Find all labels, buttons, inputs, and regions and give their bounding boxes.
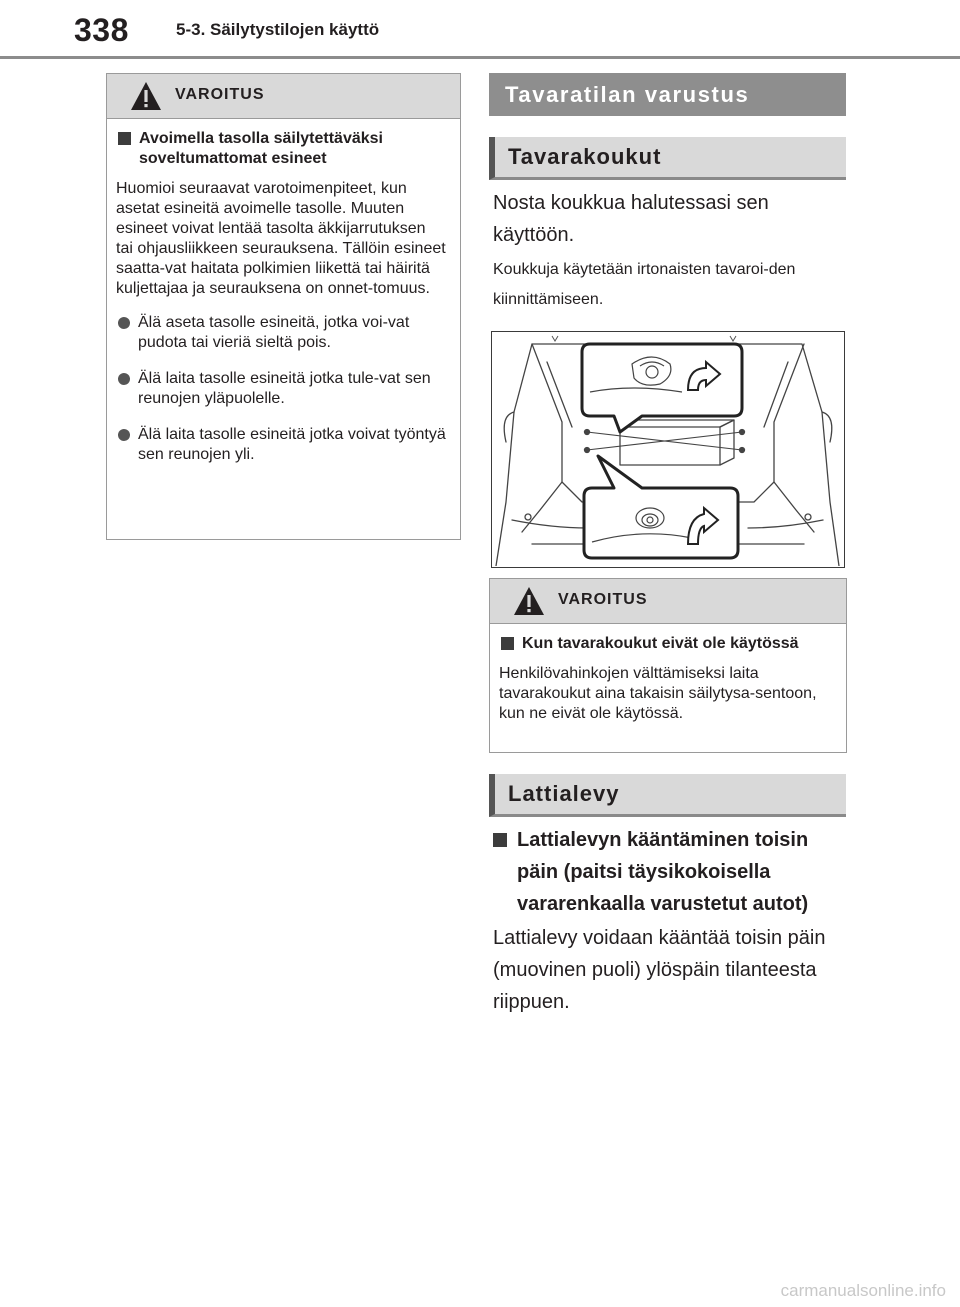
square-bullet-icon (493, 833, 507, 847)
section-title: 5-3. Säilytystilojen käyttö (176, 20, 380, 39)
warning-body (490, 624, 846, 746)
warning-bullet (116, 369, 446, 409)
warning-box-left (106, 73, 461, 540)
intro-text: Nosta koukkua halutessasi sen käyttöön. (493, 192, 769, 246)
round-bullet-icon (118, 317, 130, 329)
square-bullet-icon (118, 132, 131, 145)
warning-body (107, 119, 460, 487)
round-bullet-icon (118, 373, 130, 385)
warning-heading (499, 634, 832, 654)
warning-bullet-text: Älä laita tasolle esineitä jotka tule-vat sen reunojen yläpuolelle. (138, 370, 431, 407)
header-rule (0, 56, 960, 59)
section-banner: Tavaratilan varustus (489, 73, 846, 116)
warning-box-right (489, 578, 847, 753)
watermark: carmanualsonline.info (780, 1281, 946, 1300)
floor-board-text: Lattialevy voidaan kääntää toisin päin (muovinen puoli) ylöspäin tilanteesta riippuen. (493, 927, 826, 1013)
cargo-hook-illustration (491, 331, 845, 568)
floor-board-heading (491, 824, 847, 920)
warning-triangle-icon (129, 80, 163, 112)
warning-heading-text: Avoimella tasolla säilytettäväksi soveltumattomat esineet (139, 130, 383, 167)
page-number: 338 (74, 12, 129, 48)
warning-paragraph: Huomioi seuraavat varotoimenpiteet, kun asetat esineitä avoimelle tasolle. Muuten esineet voivat lentää tasolta äkkijarrutuksen tai ohjausliikkeen seurauksena. Tällöin esineet saatta-vat haitata polkimien liikettä tai häiritä kuljettajaa ja seurauksena on onnet-tomuus. (116, 180, 446, 297)
warning-triangle-icon (512, 585, 546, 617)
warning-bullet (116, 313, 446, 353)
warning-label: VAROITUS (558, 591, 648, 608)
warning-heading (116, 129, 446, 169)
warning-header (107, 74, 460, 119)
warning-paragraph: Henkilövahinkojen välttämiseksi laita tavarakoukut aina takaisin säilytysa-sentoon, kun ne eivät ole käytössä. (499, 665, 817, 722)
warning-label: VAROITUS (175, 86, 265, 103)
warning-header (490, 579, 846, 624)
floor-board-heading-text: Lattialevyn kääntäminen toisin päin (paitsi täysikokoisella vararenkaalla varustetut autot) (517, 829, 809, 915)
note-text: Koukkuja käytetään irtonaisten tavaroi-den kiinnittämiseen. (493, 261, 796, 308)
subheading-tavarakoukut: Tavarakoukut (489, 137, 846, 180)
warning-bullet-text: Älä aseta tasolle esineitä, jotka voi-vat pudota tai vieriä sieltä pois. (138, 314, 410, 351)
car-trunk-drawing (492, 332, 843, 566)
warning-bullet-text: Älä laita tasolle esineitä jotka voivat työntyä sen reunojen yli. (138, 426, 446, 463)
subheading-lattialevy: Lattialevy (489, 774, 846, 817)
round-bullet-icon (118, 429, 130, 441)
warning-bullet (116, 425, 446, 465)
square-bullet-icon (501, 637, 514, 650)
warning-heading-text: Kun tavarakoukut eivät ole käytössä (522, 635, 799, 652)
page-header (0, 0, 960, 60)
